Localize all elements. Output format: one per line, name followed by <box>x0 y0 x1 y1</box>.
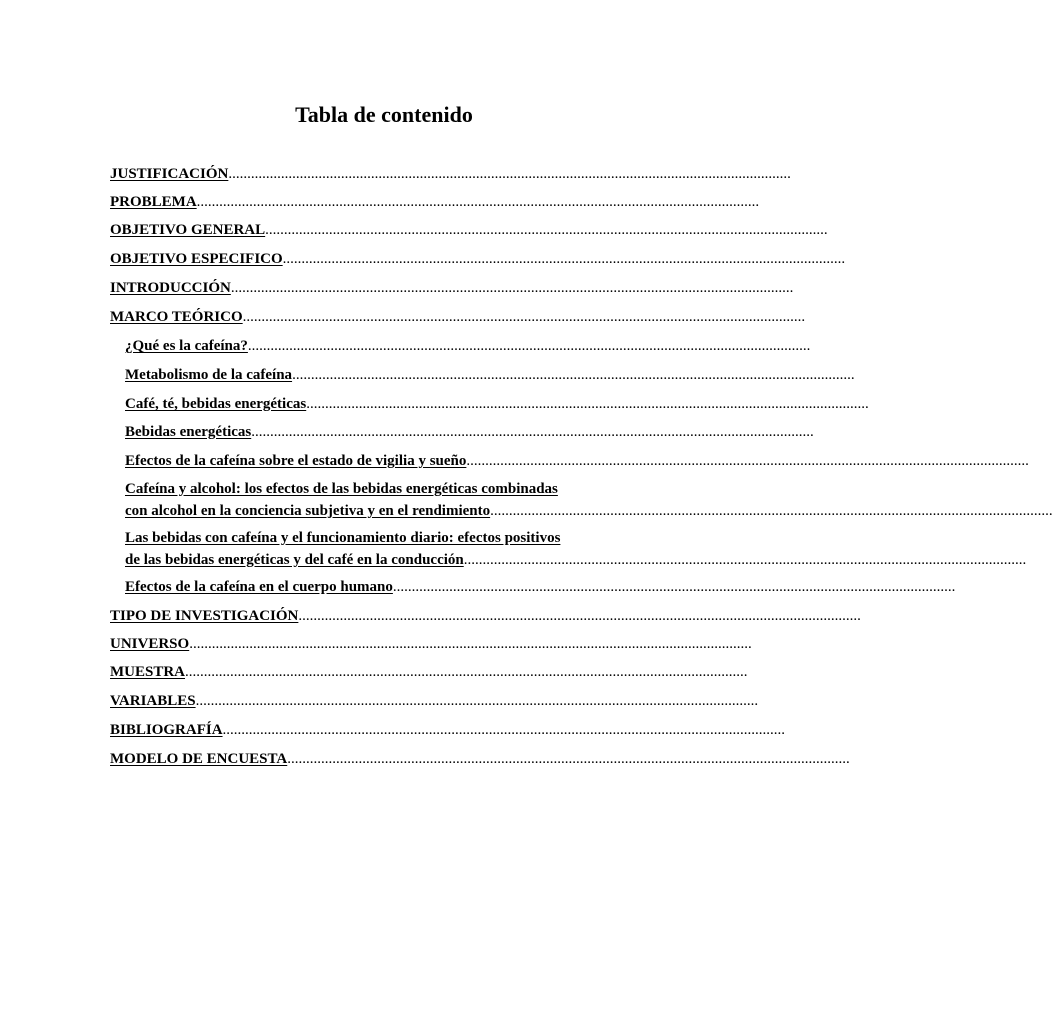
toc-entry-modelo-encuesta[interactable] <box>110 750 850 768</box>
dot-leader: ...................................................................................................................................................... <box>292 367 855 383</box>
dot-leader: ...................................................................................................................................................... <box>490 503 1053 519</box>
toc-link[interactable]: ¿Qué es la cafeína? <box>125 338 248 354</box>
toc-link[interactable]: con alcohol en la conciencia subjetiva y en el rendimiento <box>125 503 491 519</box>
toc-link[interactable]: JUSTIFICACIÓN <box>110 166 229 182</box>
toc-entry-muestra[interactable] <box>110 663 748 681</box>
dot-leader: ...................................................................................................................................................... <box>242 309 806 325</box>
dot-leader: ...................................................................................................................................................... <box>282 251 846 267</box>
toc-entry-metabolismo[interactable] <box>125 366 855 384</box>
dot-leader: ...................................................................................................................................................... <box>185 664 748 680</box>
toc-link[interactable]: PROBLEMA <box>110 194 197 210</box>
dot-leader: ...................................................................................................................................................... <box>466 453 1029 469</box>
toc-link[interactable]: VARIABLES <box>110 693 196 709</box>
toc-entry-universo[interactable] <box>110 635 752 653</box>
toc-link[interactable]: MUESTRA <box>110 664 186 680</box>
dot-leader: ...................................................................................................................................................... <box>287 751 850 767</box>
toc-entry-cuerpo-humano[interactable] <box>125 578 956 596</box>
dot-leader: ...................................................................................................................................................... <box>222 722 786 738</box>
toc-entry-line <box>125 527 660 549</box>
toc-link[interactable]: MODELO DE ENCUESTA <box>110 751 288 767</box>
dot-leader: ...................................................................................................................................................... <box>298 608 861 624</box>
toc-link[interactable]: Las bebidas con cafeína y el funcionamiento diario: efectos positivos <box>125 530 561 546</box>
toc-link[interactable]: de las bebidas energéticas y del café en la conducción <box>125 552 464 568</box>
dot-leader: ...................................................................................................................................................... <box>392 579 956 595</box>
toc-link[interactable]: UNIVERSO <box>110 636 190 652</box>
dot-leader: ...................................................................................................................................................... <box>247 338 811 354</box>
toc-entry-funcionamiento-diario[interactable] <box>125 527 1027 571</box>
toc-entry-line <box>125 549 1027 571</box>
toc-entry-bibliografia[interactable] <box>110 721 786 739</box>
toc-link[interactable]: OBJETIVO ESPECIFICO <box>110 251 283 267</box>
dot-leader: ...................................................................................................................................................... <box>463 552 1027 568</box>
toc-entry-variables[interactable] <box>110 692 759 710</box>
dot-leader: ...................................................................................................................................................... <box>189 636 752 652</box>
page-title: Tabla de contenido <box>295 102 473 127</box>
toc-link[interactable]: Efectos de la cafeína en el cuerpo humano <box>125 579 393 595</box>
toc-link[interactable]: Efectos de la cafeína sobre el estado de vigilia y sueño <box>125 453 467 469</box>
toc-link[interactable]: Café, té, bebidas energéticas <box>125 396 307 412</box>
toc-entry-justificacion[interactable] <box>110 165 791 183</box>
toc-entry-introduccion[interactable] <box>110 279 794 297</box>
toc-link[interactable]: Cafeína y alcohol: los efectos de las bebidas energéticas combinadas <box>125 481 558 497</box>
dot-leader: ...................................................................................................................................................... <box>230 280 794 296</box>
dot-leader: ...................................................................................................................................................... <box>251 424 814 440</box>
toc-link[interactable]: Metabolismo de la cafeína <box>125 367 293 383</box>
toc-entry-objetivo-especifico[interactable] <box>110 250 846 268</box>
toc-entry-objetivo-general[interactable] <box>110 221 828 239</box>
toc-entry-bebidas-energeticas[interactable] <box>125 423 814 441</box>
toc-entry-marco-teorico[interactable] <box>110 308 806 326</box>
toc-link[interactable]: OBJETIVO GENERAL <box>110 222 266 238</box>
toc-entry-line <box>125 478 670 500</box>
toc-link[interactable]: TIPO DE INVESTIGACIÓN <box>110 608 299 624</box>
dot-leader: ...................................................................................................................................................... <box>265 222 828 238</box>
toc-entry-line <box>125 500 1053 522</box>
toc-entry-vigilia-sueno[interactable] <box>125 452 1029 470</box>
toc-entry-que-es-la-cafeina[interactable] <box>125 337 811 355</box>
toc-entry-cafe-te[interactable] <box>125 395 869 413</box>
dot-leader: ...................................................................................................................................................... <box>195 693 759 709</box>
toc-link[interactable]: MARCO TEÓRICO <box>110 309 243 325</box>
toc-link[interactable]: BIBLIOGRAFÍA <box>110 722 223 738</box>
toc-entry-cafeina-alcohol[interactable] <box>125 478 1053 522</box>
dot-leader: ...................................................................................................................................................... <box>196 194 760 210</box>
toc-entry-problema[interactable] <box>110 193 760 211</box>
toc-link[interactable]: INTRODUCCIÓN <box>110 280 231 296</box>
toc-entry-tipo-investigacion[interactable] <box>110 607 861 625</box>
dot-leader: ...................................................................................................................................................... <box>228 166 791 182</box>
toc-link[interactable]: Bebidas energéticas <box>125 424 252 440</box>
dot-leader: ...................................................................................................................................................... <box>306 396 869 412</box>
